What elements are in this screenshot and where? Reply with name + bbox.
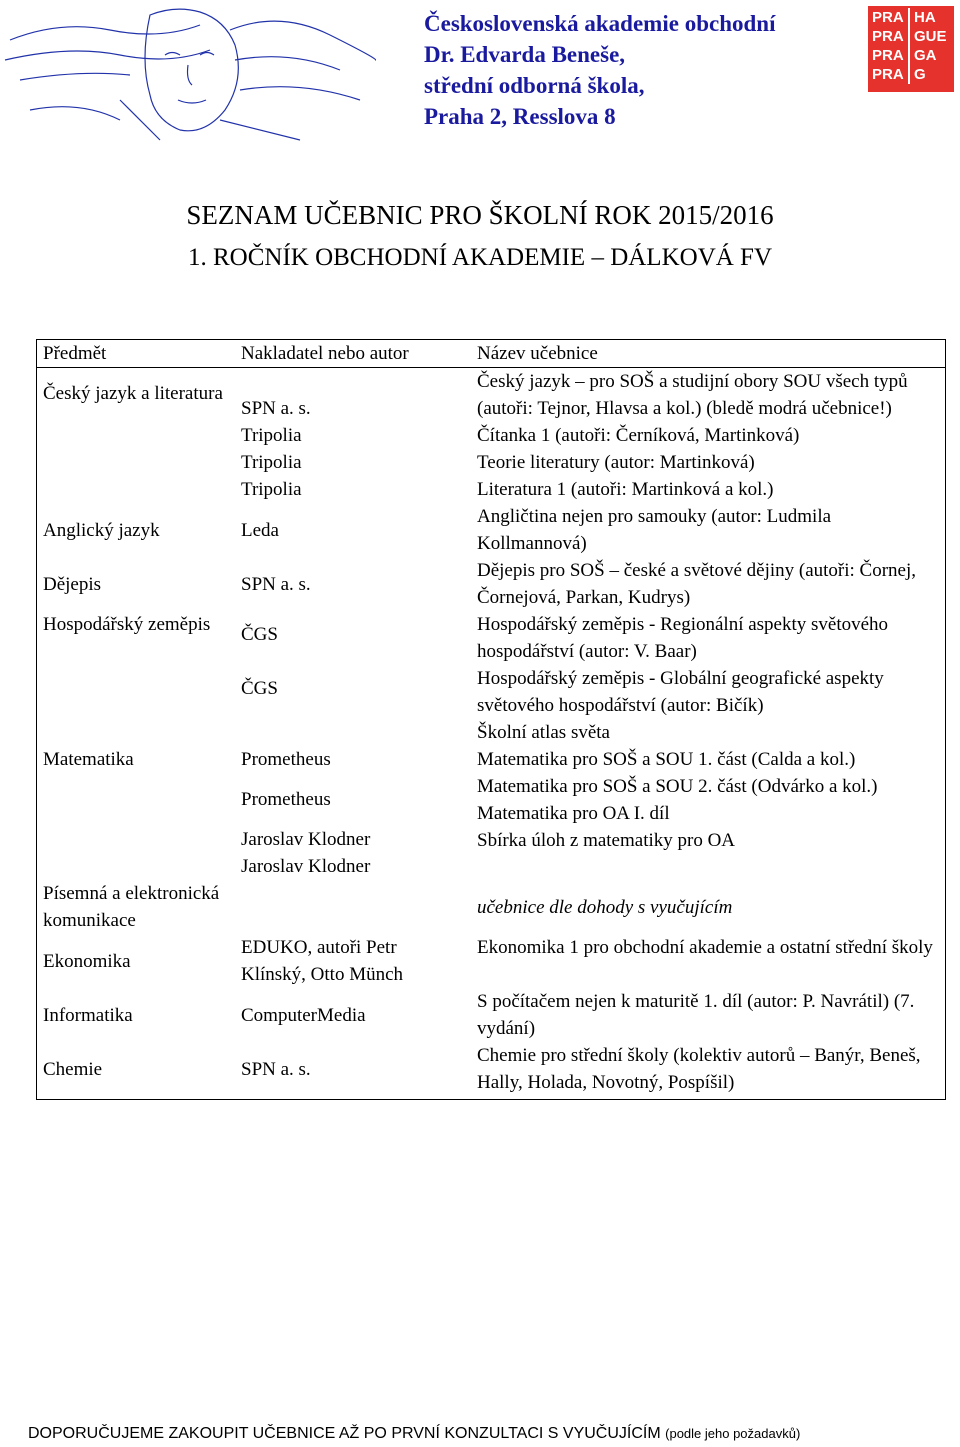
table-row bbox=[37, 611, 946, 746]
table-row bbox=[37, 557, 946, 611]
table-body bbox=[37, 368, 946, 1100]
textbook-title: Čítanka 1 (autoři: Černíková, Martinková) bbox=[477, 425, 800, 446]
praha-logo-left: PRA bbox=[872, 28, 904, 45]
title-cell bbox=[471, 503, 946, 557]
title-cell bbox=[471, 988, 946, 1042]
publisher-name: SPN a. s. bbox=[241, 1058, 311, 1080]
publisher-cell bbox=[235, 611, 471, 746]
title-cell bbox=[471, 880, 946, 934]
textbook-title: Český jazyk – pro SOŠ a studijní obory SOU všech typů (autoři: Tejnor, Hlavsa a kol.) (bledě modrá učebnice!) bbox=[477, 371, 908, 419]
publisher-cell bbox=[235, 988, 471, 1042]
praha-logo-left: PRA bbox=[872, 9, 904, 26]
school-address: Praha 2, Resslova 8 bbox=[424, 104, 616, 129]
textbook-table bbox=[36, 339, 946, 1100]
textbook-title: Teorie literatury (autor: Martinková) bbox=[477, 452, 755, 473]
title-cell bbox=[471, 1042, 946, 1100]
table-row bbox=[37, 934, 946, 988]
footer-note bbox=[28, 1425, 800, 1443]
footer-small-note: (podle jeho požadavků) bbox=[665, 1426, 801, 1441]
subject-cell: Chemie bbox=[43, 1058, 103, 1080]
praha-logo-row bbox=[872, 27, 950, 46]
title-cell bbox=[471, 746, 946, 880]
title-cell bbox=[471, 611, 946, 746]
praha-logo-left: PRA bbox=[872, 47, 904, 64]
textbook-title: Matematika pro SOŠ a SOU 1. část (Calda a kol.) bbox=[477, 749, 856, 770]
textbook-title: Dějepis pro SOŠ – české a světové dějiny (autoři: Čornej, Čornejová, Parkan, Kudrys) bbox=[477, 560, 917, 608]
publisher-cell bbox=[235, 557, 471, 611]
praha-logo-row bbox=[872, 65, 950, 84]
document-title: SEZNAM UČEBNIC PRO ŠKOLNÍ ROK 2015/2016 bbox=[186, 200, 774, 230]
table-row bbox=[37, 746, 946, 880]
subject-cell: Písemná a elektronická komunikace bbox=[43, 883, 220, 931]
school-logo-portrait bbox=[0, 0, 380, 145]
textbook-title: Matematika pro SOŠ a SOU 2. část (Odvárko a kol.) bbox=[477, 776, 878, 797]
school-name bbox=[424, 8, 775, 132]
praha-logo-left: PRA bbox=[872, 66, 904, 83]
textbook-title: Chemie pro střední školy (kolektiv autorů – Banýr, Beneš, Hally, Holada, Novotný, Pospíšil) bbox=[477, 1045, 921, 1093]
textbook-title: Matematika pro OA I. díl bbox=[477, 803, 670, 824]
publisher-name: Prometheus bbox=[241, 789, 331, 810]
textbook-title: Hospodářský zeměpis - Globální geografické aspekty světového hospodářství (autor: Bičík) bbox=[477, 668, 884, 716]
publisher-cell bbox=[235, 880, 471, 934]
publisher-name: EDUKO, autoři Petr Klínský, Otto Münch bbox=[241, 937, 404, 985]
subject-cell: Informatika bbox=[43, 1004, 133, 1026]
textbook-title: Angličtina nejen pro samouky (autor: Ludmila Kollmannová) bbox=[477, 506, 832, 554]
publisher-name: SPN a. s. bbox=[241, 398, 311, 419]
textbook-title: Sbírka úloh z matematiky pro OA bbox=[477, 830, 736, 851]
school-name-line: Československá akademie obchodní bbox=[424, 11, 776, 36]
publisher-cell bbox=[235, 503, 471, 557]
title-cell bbox=[471, 368, 946, 504]
table-row bbox=[37, 368, 946, 504]
table-row bbox=[37, 503, 946, 557]
textbook-title: Ekonomika 1 pro obchodní akademie a ostatní střední školy bbox=[477, 937, 933, 958]
praha-logo-right: G bbox=[908, 65, 926, 84]
textbook-title: učebnice dle dohody s vyučujícím bbox=[477, 896, 733, 918]
textbook-title: S počítačem nejen k maturitě 1. díl (autor: P. Navrátil) (7. vydání) bbox=[477, 991, 915, 1039]
footer-recommendation: DOPORUČUJEME ZAKOUPIT UČEBNICE AŽ PO PRVNÍ KONZULTACI S VYUČUJÍCÍM bbox=[28, 1425, 661, 1442]
publisher-name: Tripolia bbox=[241, 479, 302, 500]
publisher-cell bbox=[235, 1042, 471, 1100]
header-title: Název učebnice bbox=[471, 340, 946, 368]
praha-logo-right: HA bbox=[908, 8, 936, 27]
subject-cell: Anglický jazyk bbox=[43, 519, 160, 541]
publisher-name: Tripolia bbox=[241, 425, 302, 446]
publisher-name: ČGS bbox=[241, 624, 278, 645]
publisher-name: Leda bbox=[241, 519, 279, 541]
publisher-name bbox=[241, 880, 465, 907]
school-name-line: střední odborná škola, bbox=[424, 73, 645, 98]
table-row bbox=[37, 1042, 946, 1100]
subject-cell: Ekonomika bbox=[43, 950, 131, 972]
school-name-line: Dr. Edvarda Beneše, bbox=[424, 42, 626, 67]
textbook-title: Školní atlas světa bbox=[477, 722, 610, 743]
table-row bbox=[37, 880, 946, 934]
praha-logo-row bbox=[872, 46, 950, 65]
header-publisher: Nakladatel nebo autor bbox=[235, 340, 471, 368]
subject-cell: Matematika bbox=[43, 749, 134, 770]
publisher-cell bbox=[235, 368, 471, 504]
publisher-name: Jaroslav Klodner bbox=[241, 829, 371, 850]
subject-cell: Dějepis bbox=[43, 573, 102, 595]
table-header-row bbox=[37, 340, 946, 368]
subject-cell: Český jazyk a literatura bbox=[43, 383, 223, 404]
publisher-name: ČGS bbox=[241, 678, 278, 699]
textbook-title: Literatura 1 (autoři: Martinková a kol.) bbox=[477, 479, 774, 500]
publisher-name: Tripolia bbox=[241, 452, 302, 473]
table-row bbox=[37, 988, 946, 1042]
publisher-cell bbox=[235, 746, 471, 880]
publisher-cell bbox=[235, 934, 471, 988]
textbook-title: Hospodářský zeměpis - Regionální aspekty světového hospodářství (autor: V. Baar) bbox=[477, 614, 889, 662]
header-subject: Předmět bbox=[37, 340, 236, 368]
praha-logo-right: GUE bbox=[908, 27, 947, 46]
praha-logo bbox=[868, 6, 954, 92]
praha-logo-row bbox=[872, 8, 950, 27]
title-cell bbox=[471, 934, 946, 988]
subject-cell: Hospodářský zeměpis bbox=[43, 614, 211, 635]
publisher-name: ComputerMedia bbox=[241, 1004, 366, 1026]
publisher-name: Jaroslav Klodner bbox=[241, 856, 371, 877]
document-subtitle: 1. ROČNÍK OBCHODNÍ AKADEMIE – DÁLKOVÁ FV bbox=[187, 244, 773, 271]
publisher-name: Prometheus bbox=[241, 749, 331, 770]
publisher-name: SPN a. s. bbox=[241, 573, 311, 595]
title-cell bbox=[471, 557, 946, 611]
praha-logo-right: GA bbox=[908, 46, 937, 65]
